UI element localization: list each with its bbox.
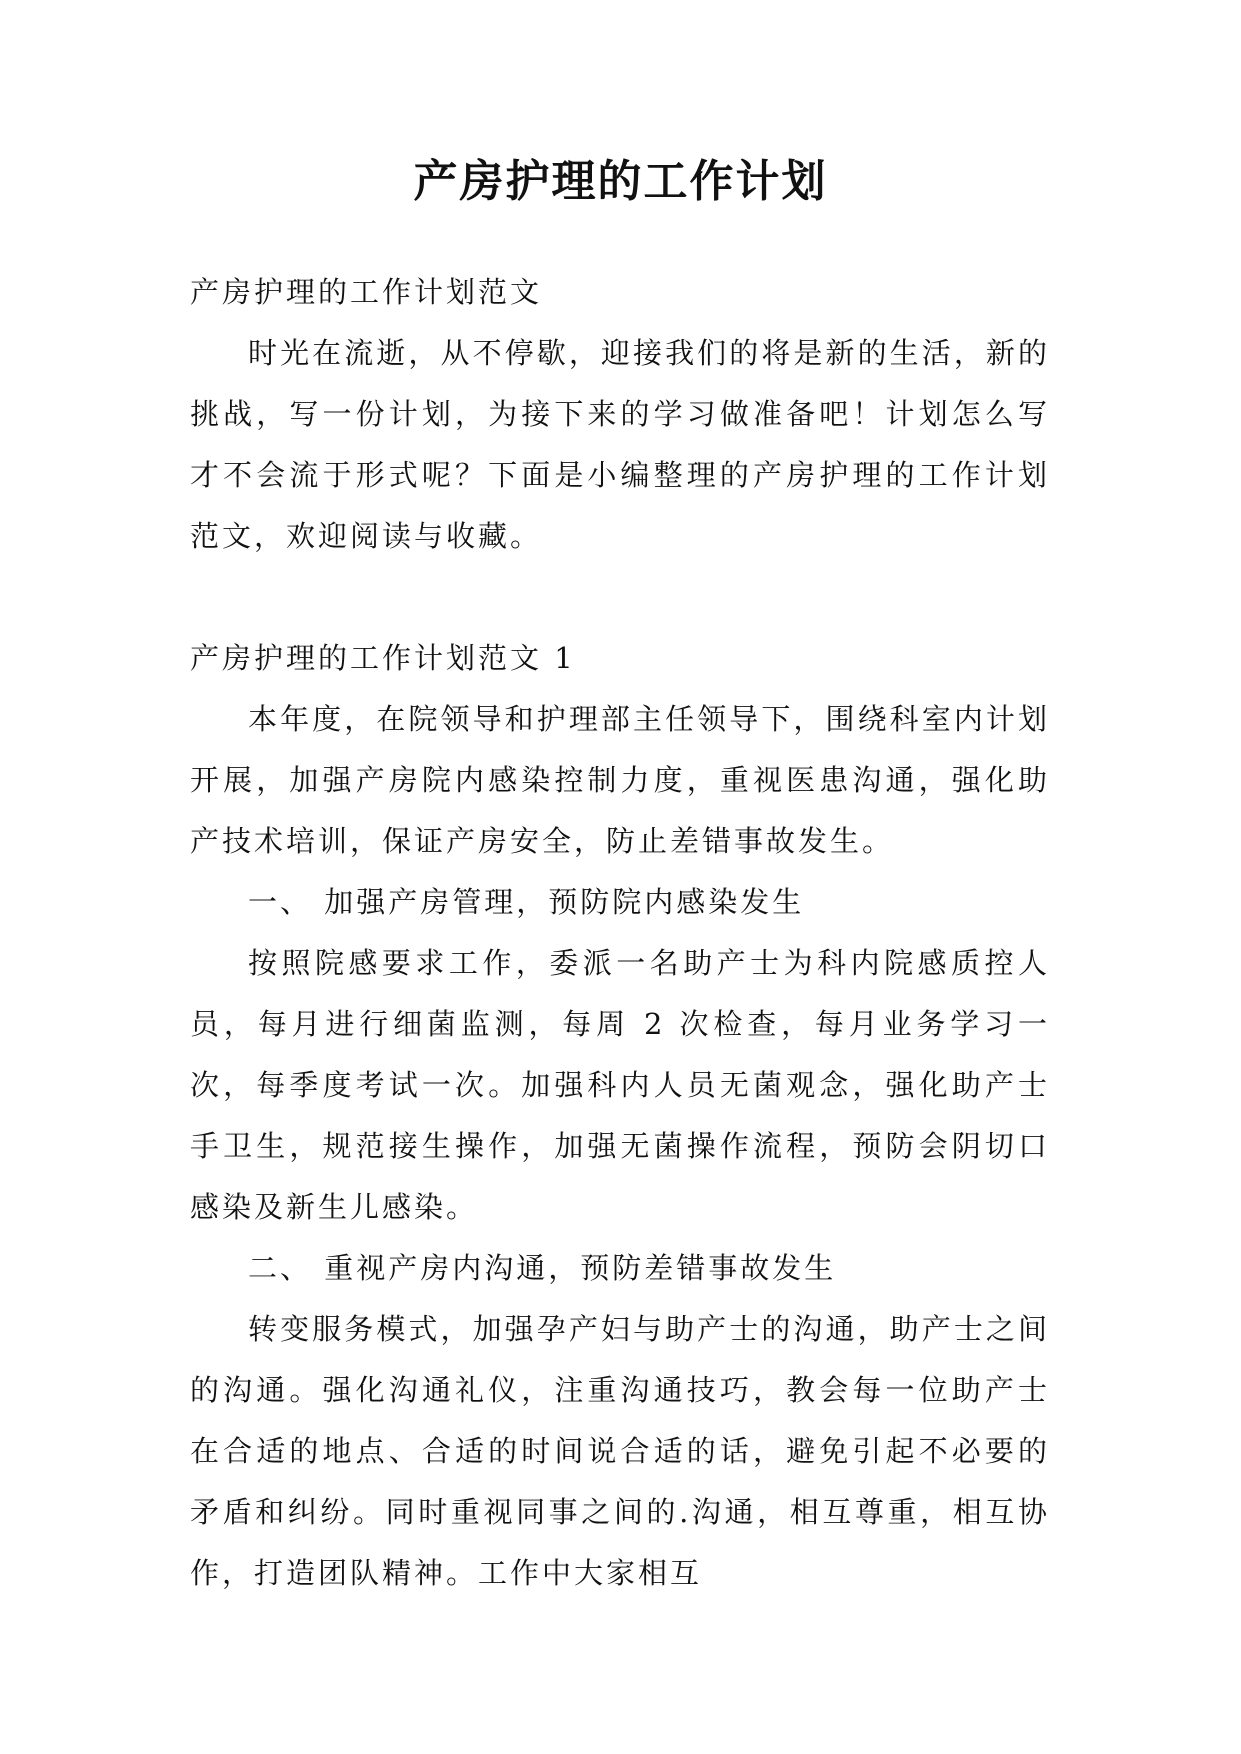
intro-paragraph: 时光在流逝，从不停歇，迎接我们的将是新的生活，新的挑战，写一份计划，为接下来的学习做准备吧！计划怎么写才不会流于形式呢？下面是小编整理的产房护理的工作计划范文，欢迎阅读与收藏。: [190, 336, 1050, 553]
section-heading: 产房护理的工作计划范文 1: [190, 641, 576, 675]
body-paragraph: 按照院感要求工作，委派一名助产士为科内院感质控人员，每月进行细菌监测，每周 2 次检查，每月业务学习一次，每季度考试一次。加强科内人员无菌观念，强化助产士手卫生，规范接生操作，加强无菌操作流程，预防会阴切口感染及新生儿感染。: [190, 946, 1050, 1224]
document-title: 产房护理的工作计划: [413, 156, 828, 207]
body-paragraph: 转变服务模式，加强孕产妇与助产士的沟通，助产士之间的沟通。强化沟通礼仪，注重沟通技巧，教会每一位助产士在合适的地点、合适的时间说合适的话，避免引起不必要的矛盾和纠纷。同时重视同事之间的.沟通，相互尊重，相互协作，打造团队精神。工作中大家相互: [190, 1312, 1050, 1590]
subsection-heading: 一、 加强产房管理，预防院内感染发生: [248, 885, 805, 919]
subsection-heading: 二、 重视产房内沟通，预防差错事故发生: [248, 1251, 837, 1285]
section-spacer: [190, 567, 1050, 628]
section-heading: 产房护理的工作计划范文: [190, 275, 543, 309]
document-body: [190, 262, 1050, 1604]
body-paragraph: 本年度，在院领导和护理部主任领导下，围绕科室内计划开展，加强产房院内感染控制力度，重视医患沟通，强化助产技术培训，保证产房安全，防止差错事故发生。: [190, 702, 1050, 858]
